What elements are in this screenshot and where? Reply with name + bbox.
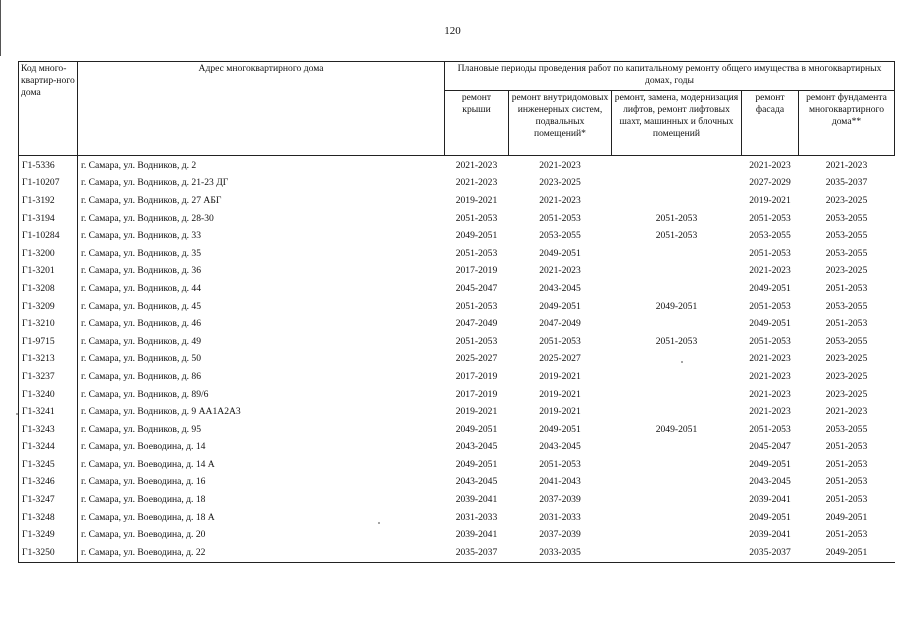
cell-code: Г1-9715 bbox=[19, 333, 78, 351]
cell-foundation: 2053-2055 bbox=[825, 230, 868, 242]
header-lifts: ремонт, замена, модернизация лифтов, ремонт лифтовых шахт, машинных и блочных помещений bbox=[612, 91, 742, 156]
repair-schedule-table bbox=[18, 61, 895, 563]
header-periods-group: Плановые периоды проведения работ по капитальному ремонту общего имущества в многоквартирных домах, годы bbox=[445, 62, 895, 91]
header-systems: ремонт внутридомовых инженерных систем, подвальных помещений* bbox=[509, 91, 612, 156]
cell-facade: 2021-2023 bbox=[749, 370, 791, 382]
table-row bbox=[19, 456, 895, 474]
cell-foundation: 2051-2053 bbox=[825, 458, 868, 470]
cell-systems: 2037-2039 bbox=[539, 494, 581, 506]
cell-systems: 2051-2053 bbox=[539, 458, 581, 470]
cell-lifts bbox=[612, 351, 742, 369]
cell-systems: 2047-2049 bbox=[539, 318, 581, 330]
cell-roof: 2043-2045 bbox=[455, 476, 498, 488]
page-number: 120 bbox=[444, 25, 461, 37]
cell-systems: 2043-2045 bbox=[539, 441, 581, 453]
cell-systems: 2021-2023 bbox=[539, 194, 581, 206]
table-row bbox=[19, 280, 895, 298]
cell-address: г. Самара, ул. Водников, д. 86 bbox=[78, 368, 445, 386]
cell-code: Г1-3237 bbox=[19, 368, 78, 386]
cell-lifts bbox=[612, 526, 742, 544]
cell-facade: 2049-2051 bbox=[749, 318, 791, 330]
cell-code: Г1-3250 bbox=[19, 544, 78, 562]
cell-facade: 2039-2041 bbox=[749, 529, 791, 541]
cell-address: г. Самара, ул. Водников, д. 46 bbox=[78, 315, 445, 333]
table-row bbox=[19, 333, 895, 351]
table-row bbox=[19, 421, 895, 439]
cell-lifts bbox=[612, 386, 742, 404]
cell-foundation: 2051-2053 bbox=[825, 282, 868, 294]
cell-roof: 2039-2041 bbox=[455, 494, 498, 506]
cell-code: Г1-3208 bbox=[19, 280, 78, 298]
cell-address: г. Самара, ул. Воеводина, д. 18 А bbox=[78, 509, 445, 527]
cell-address: г. Самара, ул. Водников, д. 50 bbox=[78, 351, 445, 369]
cell-address: г. Самара, ул. Воеводина, д. 14 bbox=[78, 439, 445, 457]
cell-code: Г1-3240 bbox=[19, 386, 78, 404]
table-row bbox=[19, 298, 895, 316]
cell-lifts: 2049-2051 bbox=[655, 300, 698, 312]
cell-address: г. Самара, ул. Водников, д. 49 bbox=[78, 333, 445, 351]
table-row bbox=[19, 368, 895, 386]
cell-address: г. Самара, ул. Воеводина, д. 22 bbox=[78, 544, 445, 562]
cell-lifts bbox=[612, 315, 742, 333]
cell-code: Г1-3246 bbox=[19, 474, 78, 492]
cell-systems: 2031-2033 bbox=[539, 511, 581, 523]
table-row bbox=[19, 544, 895, 562]
cell-code: Г1-3245 bbox=[19, 456, 78, 474]
cell-facade: 2051-2053 bbox=[749, 300, 791, 312]
cell-roof: 2017-2019 bbox=[455, 370, 498, 382]
cell-roof: 2043-2045 bbox=[455, 441, 498, 453]
cell-systems: 2021-2023 bbox=[539, 265, 581, 277]
cell-foundation: 2021-2023 bbox=[825, 159, 868, 171]
cell-facade: 2051-2053 bbox=[749, 247, 791, 259]
cell-foundation: 2053-2055 bbox=[825, 212, 868, 224]
table-row bbox=[19, 403, 895, 421]
cell-roof: 2049-2051 bbox=[455, 423, 498, 435]
cell-facade: 2019-2021 bbox=[749, 194, 791, 206]
cell-address: г. Самара, ул. Водников, д. 28-30 bbox=[78, 210, 445, 228]
cell-address: г. Самара, ул. Водников, д. 2 bbox=[78, 156, 445, 175]
cell-systems: 2025-2027 bbox=[539, 353, 581, 365]
cell-systems: 2019-2021 bbox=[539, 370, 581, 382]
cell-address: г. Самара, ул. Водников, д. 35 bbox=[78, 245, 445, 263]
cell-facade: 2051-2053 bbox=[749, 423, 791, 435]
cell-address: г. Самара, ул. Водников, д. 95 bbox=[78, 421, 445, 439]
table-row bbox=[19, 351, 895, 369]
cell-code: Г1-3249 bbox=[19, 526, 78, 544]
cell-roof: 2031-2033 bbox=[455, 511, 498, 523]
cell-roof: 2049-2051 bbox=[455, 230, 498, 242]
cell-foundation: 2023-2025 bbox=[825, 370, 868, 382]
cell-code: Г1-3247 bbox=[19, 491, 78, 509]
cell-address: г. Самара, ул. Водников, д. 9 АА1А2А3 bbox=[78, 403, 445, 421]
cell-foundation: 2051-2053 bbox=[825, 476, 868, 488]
cell-roof: 2049-2051 bbox=[455, 458, 498, 470]
cell-code: Г1-3192 bbox=[19, 192, 78, 210]
cell-facade: 2021-2023 bbox=[749, 353, 791, 365]
cell-address: г. Самара, ул. Водников, д. 21-23 ДГ bbox=[78, 175, 445, 193]
table-row bbox=[19, 245, 895, 263]
cell-code: Г1-3210 bbox=[19, 315, 78, 333]
cell-systems: 2053-2055 bbox=[539, 230, 581, 242]
cell-foundation: 2051-2053 bbox=[825, 529, 868, 541]
cell-roof: 2051-2053 bbox=[455, 212, 498, 224]
cell-code: Г1-3213 bbox=[19, 351, 78, 369]
table-row bbox=[19, 439, 895, 457]
cell-facade: 2053-2055 bbox=[749, 230, 791, 242]
cell-roof: 2051-2053 bbox=[455, 247, 498, 259]
cell-foundation: 2053-2055 bbox=[825, 423, 868, 435]
table-row bbox=[19, 175, 895, 193]
cell-lifts: 2049-2051 bbox=[655, 423, 698, 435]
table-row bbox=[19, 386, 895, 404]
cell-systems: 2021-2023 bbox=[539, 159, 581, 171]
cell-systems: 2041-2043 bbox=[539, 476, 581, 488]
cell-lifts bbox=[612, 403, 742, 421]
cell-lifts bbox=[612, 439, 742, 457]
cell-lifts bbox=[612, 263, 742, 281]
cell-code: Г1-3243 bbox=[19, 421, 78, 439]
cell-address: г. Самара, ул. Воеводина, д. 18 bbox=[78, 491, 445, 509]
cell-systems: 2051-2053 bbox=[539, 335, 581, 347]
table-row bbox=[19, 156, 895, 175]
cell-systems: 2049-2051 bbox=[539, 423, 581, 435]
cell-systems: 2049-2051 bbox=[539, 300, 581, 312]
cell-facade: 2049-2051 bbox=[749, 458, 791, 470]
cell-roof: 2019-2021 bbox=[455, 194, 498, 206]
cell-address: г. Самара, ул. Водников, д. 27 АБГ bbox=[78, 192, 445, 210]
cell-roof: 2021-2023 bbox=[455, 177, 498, 189]
cell-foundation: 2049-2051 bbox=[825, 511, 868, 523]
cell-lifts bbox=[612, 368, 742, 386]
cell-foundation: 2023-2025 bbox=[825, 388, 868, 400]
cell-foundation: 2023-2025 bbox=[825, 194, 868, 206]
cell-foundation: 2021-2023 bbox=[825, 406, 868, 418]
cell-roof: 2019-2021 bbox=[455, 406, 498, 418]
cell-facade: 2035-2037 bbox=[742, 544, 799, 562]
table-row bbox=[19, 227, 895, 245]
cell-code: Г1-10207 bbox=[19, 175, 78, 193]
table-row bbox=[19, 474, 895, 492]
cell-facade: 2021-2023 bbox=[749, 388, 791, 400]
cell-systems: 2043-2045 bbox=[539, 282, 581, 294]
cell-roof: 2035-2037 bbox=[445, 544, 509, 562]
cell-roof: 2021-2023 bbox=[455, 159, 498, 171]
cell-code: Г1-3194 bbox=[19, 210, 78, 228]
table-row bbox=[19, 315, 895, 333]
cell-lifts bbox=[612, 192, 742, 210]
cell-facade: 2043-2045 bbox=[749, 476, 791, 488]
cell-lifts bbox=[612, 280, 742, 298]
table-row bbox=[19, 509, 895, 527]
table-row bbox=[19, 210, 895, 228]
cell-facade: 2051-2053 bbox=[749, 335, 791, 347]
table-row bbox=[19, 526, 895, 544]
cell-roof: 2047-2049 bbox=[455, 318, 498, 330]
cell-roof: 2039-2041 bbox=[455, 529, 498, 541]
cell-code: Г1-10284 bbox=[19, 227, 78, 245]
cell-roof: 2017-2019 bbox=[455, 388, 498, 400]
cell-address: г. Самара, ул. Воеводина, д. 16 bbox=[78, 474, 445, 492]
cell-roof: 2025-2027 bbox=[455, 353, 498, 365]
cell-systems: 2023-2025 bbox=[539, 177, 581, 189]
cell-lifts: 2051-2053 bbox=[655, 230, 698, 242]
cell-code: Г1-3201 bbox=[19, 263, 78, 281]
cell-lifts bbox=[612, 509, 742, 527]
cell-lifts bbox=[612, 491, 742, 509]
cell-facade: 2051-2053 bbox=[749, 212, 791, 224]
cell-facade: 2049-2051 bbox=[749, 282, 791, 294]
cell-code: Г1-5336 bbox=[19, 156, 78, 175]
cell-foundation: 2051-2053 bbox=[825, 441, 868, 453]
cell-systems: 2049-2051 bbox=[539, 247, 581, 259]
cell-systems: 2019-2021 bbox=[539, 388, 581, 400]
cell-facade: 2021-2023 bbox=[749, 159, 791, 171]
cell-code: Г1-3200 bbox=[19, 245, 78, 263]
cell-facade: 2049-2051 bbox=[749, 511, 791, 523]
cell-address: г. Самара, ул. Водников, д. 45 bbox=[78, 298, 445, 316]
cell-systems: 2019-2021 bbox=[539, 406, 581, 418]
cell-lifts bbox=[612, 474, 742, 492]
cell-code: Г1-3244 bbox=[19, 439, 78, 457]
cell-address: г. Самара, ул. Водников, д. 89/6 bbox=[78, 386, 445, 404]
cell-foundation: 2023-2025 bbox=[825, 353, 868, 365]
cell-address: г. Самара, ул. Воеводина, д. 14 А bbox=[78, 456, 445, 474]
cell-systems: 2037-2039 bbox=[539, 529, 581, 541]
header-facade: ремонт фасада bbox=[742, 91, 799, 156]
cell-roof: 2017-2019 bbox=[455, 265, 498, 277]
cell-roof: 2051-2053 bbox=[455, 335, 498, 347]
cell-facade: 2027-2029 bbox=[749, 177, 791, 189]
cell-code: Г1-3209 bbox=[19, 298, 78, 316]
cell-foundation: 2051-2053 bbox=[825, 494, 868, 506]
cell-facade: 2021-2023 bbox=[749, 406, 791, 418]
cell-lifts: 2051-2053 bbox=[655, 335, 698, 347]
cell-foundation: 2053-2055 bbox=[825, 300, 868, 312]
cell-address: г. Самара, ул. Воеводина, д. 20 bbox=[78, 526, 445, 544]
cell-foundation: 2049-2051 bbox=[799, 544, 895, 562]
cell-foundation: 2051-2053 bbox=[825, 318, 868, 330]
cell-lifts bbox=[612, 544, 742, 562]
cell-systems: 2033-2035 bbox=[509, 544, 612, 562]
cell-address: г. Самара, ул. Водников, д. 33 bbox=[78, 227, 445, 245]
cell-address: г. Самара, ул. Водников, д. 36 bbox=[78, 263, 445, 281]
cell-facade: 2021-2023 bbox=[749, 265, 791, 277]
cell-foundation: 2035-2037 bbox=[825, 177, 868, 189]
table-row bbox=[19, 263, 895, 281]
cell-lifts bbox=[612, 245, 742, 263]
cell-roof: 2051-2053 bbox=[455, 300, 498, 312]
header-foundation: ремонт фундамента многоквартирного дома** bbox=[799, 91, 895, 156]
header-code: Код много-квартир-ного дома bbox=[19, 62, 78, 156]
cell-code: Г1-3248 bbox=[19, 509, 78, 527]
cell-facade: 2045-2047 bbox=[749, 441, 791, 453]
table-row bbox=[19, 192, 895, 210]
cell-lifts bbox=[612, 156, 742, 175]
cell-lifts bbox=[612, 175, 742, 193]
cell-address: г. Самара, ул. Водников, д. 44 bbox=[78, 280, 445, 298]
cell-foundation: 2053-2055 bbox=[825, 335, 868, 347]
cell-lifts bbox=[612, 456, 742, 474]
header-roof: ремонт крыши bbox=[445, 91, 509, 156]
cell-foundation: 2023-2025 bbox=[825, 265, 868, 277]
cell-foundation: 2053-2055 bbox=[825, 247, 868, 259]
table-body bbox=[19, 156, 895, 563]
cell-roof: 2045-2047 bbox=[455, 282, 498, 294]
header-address: Адрес многоквартирного дома bbox=[78, 62, 445, 156]
cell-lifts: 2051-2053 bbox=[655, 212, 698, 224]
cell-systems: 2051-2053 bbox=[539, 212, 581, 224]
cell-facade: 2039-2041 bbox=[749, 494, 791, 506]
table-row bbox=[19, 491, 895, 509]
cell-code: Г1-3241 bbox=[19, 403, 78, 421]
